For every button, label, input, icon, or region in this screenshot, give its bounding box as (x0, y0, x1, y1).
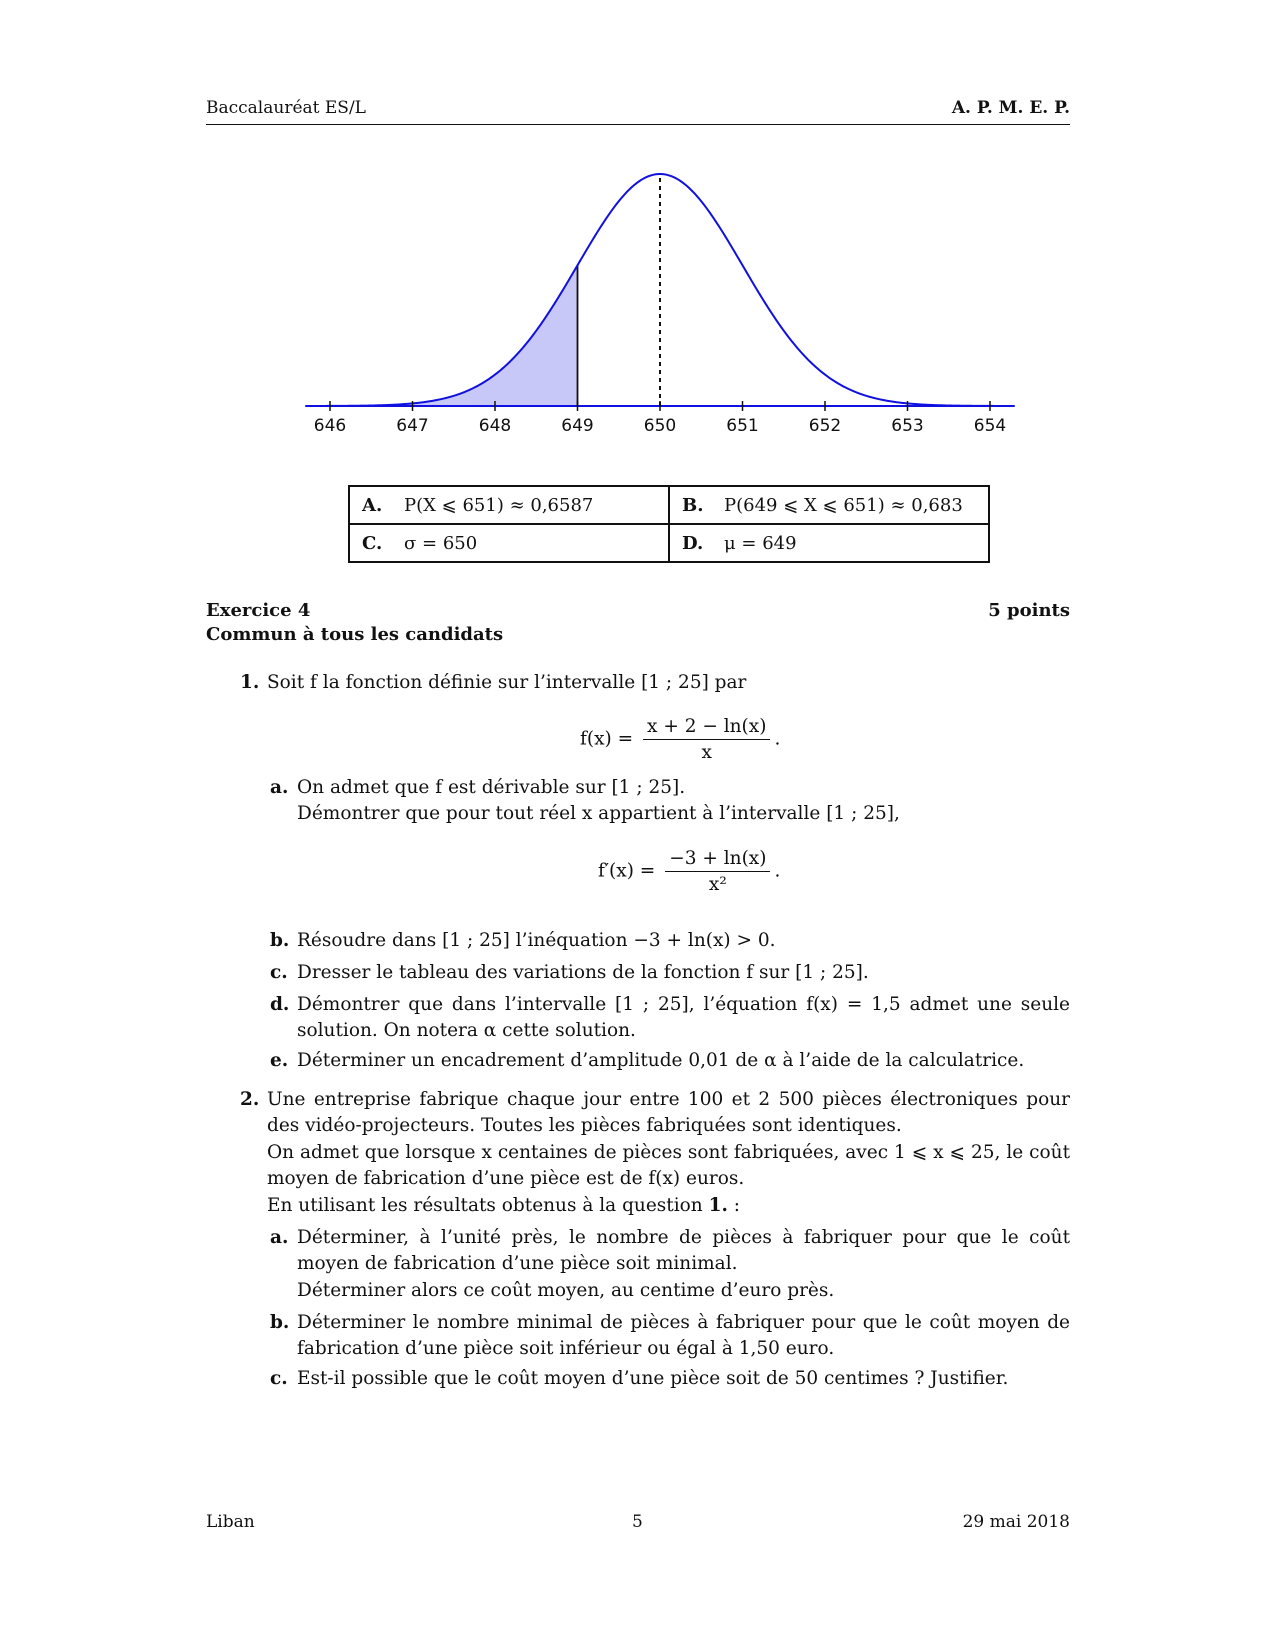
q1a-line1: On admet que f est dérivable sur [1 ; 25]. (297, 777, 686, 798)
header-right: A. P. M. E. P. (951, 98, 1070, 118)
exercise-subtitle: Commun à tous les candidats (206, 624, 504, 645)
tick-label-650: 650 (643, 416, 677, 436)
footer-date: 29 mai 2018 (962, 1512, 1070, 1532)
choice-c-letter: C. (362, 532, 383, 554)
exercise-title: Exercice 4 (206, 600, 311, 621)
choice-c (349, 524, 669, 562)
q1b-label: b. (270, 930, 290, 951)
f-formula-numerator: x + 2 − ln(x) (643, 716, 770, 740)
fprime-formula-end: . (774, 860, 781, 882)
fprime-formula-denominator: x² (708, 874, 727, 895)
q2-paragraph-2: On admet que lorsque x centaines de pièces sont fabriquées, avec 1 ⩽ x ⩽ 25, le coût moyen de fabrication d’une pièce est de f(x) euros. (267, 1142, 1070, 1189)
q2-number: 2. (240, 1089, 260, 1110)
tick-label-649: 649 (561, 416, 594, 436)
q1d-text: Démontrer que dans l’intervalle [1 ; 25], l’équation f(x) = 1,5 admet une seule solution. On notera α cette solution. (297, 994, 1070, 1041)
q1d-label: d. (270, 994, 290, 1015)
q2-p3-ref: 1. (708, 1195, 728, 1216)
choice-a-letter: A. (362, 494, 383, 516)
choice-d (669, 524, 989, 562)
fprime-formula-numerator: −3 + ln(x) (665, 848, 770, 872)
tick-label-648: 648 (478, 416, 512, 436)
q2-paragraph-3 (267, 1193, 740, 1219)
choice-d-letter: D. (682, 532, 704, 554)
tick-label-647: 647 (396, 416, 429, 436)
q1a-label: a. (270, 777, 289, 798)
q2-p3-end: : (727, 1195, 741, 1216)
f-formula (580, 716, 780, 763)
choice-d-text: μ = 649 (724, 532, 797, 554)
tick-label-646: 646 (313, 416, 347, 436)
q2b-text: Déterminer le nombre minimal de pièces à fabriquer pour que le coût moyen de fabrication d’une pièce soit inférieur ou égal à 1,50 euro. (297, 1312, 1070, 1359)
choice-c-text: σ = 650 (404, 532, 478, 554)
fprime-formula-lhs: f′(x) = (598, 860, 656, 882)
q1-number: 1. (240, 672, 260, 693)
tick-label-653: 653 (891, 416, 924, 436)
header-rule (206, 124, 1070, 125)
choices-table (348, 485, 990, 563)
f-formula-denominator: x (701, 742, 712, 763)
q1-text: Soit f la fonction définie sur l’intervalle [1 ; 25] par (267, 672, 747, 693)
q2-p3-start: En utilisant les résultats obtenus à la question (267, 1195, 703, 1216)
q1e-label: e. (270, 1050, 289, 1071)
q1e-text: Déterminer un encadrement d’amplitude 0,01 de α à l’aide de la calculatrice. (297, 1050, 1025, 1071)
q1b-text: Résoudre dans [1 ; 25] l’inéquation −3 + ln(x) > 0. (297, 930, 776, 951)
q2c-text: Est-il possible que le coût moyen d’une pièce soit de 50 centimes ? Justifier. (297, 1368, 1009, 1389)
choice-a-text: P(X ⩽ 651) ≈ 0,6587 (404, 494, 594, 516)
q2a-line1: Déterminer, à l’unité près, le nombre de pièces à fabriquer pour que le coût moyen de fabrication d’une pièce soit minimal. (297, 1227, 1070, 1274)
q2a-line2: Déterminer alors ce coût moyen, au centime d’euro près. (297, 1280, 835, 1301)
f-formula-lhs: f(x) = (580, 728, 634, 750)
tick-label-652: 652 (808, 416, 842, 436)
choice-a (349, 486, 669, 524)
normal-distribution-chart (300, 160, 1020, 450)
header-left: Baccalauréat ES/L (206, 98, 366, 118)
q1a-line2: Démontrer que pour tout réel x appartient à l’intervalle [1 ; 25], (297, 803, 900, 824)
q2-paragraph-1: Une entreprise fabrique chaque jour entre 100 et 2 500 pièces électroniques pour des vidéo-projecteurs. Toutes les pièces fabriquées sont identiques. (267, 1089, 1070, 1136)
shaded-area (330, 265, 578, 406)
fprime-formula (598, 848, 780, 895)
footer-page-number: 5 (632, 1512, 643, 1532)
q1c-text: Dresser le tableau des variations de la fonction f sur [1 ; 25]. (297, 962, 869, 983)
f-formula-end: . (774, 728, 781, 750)
q2a-label: a. (270, 1227, 289, 1248)
tick-label-651: 651 (726, 416, 759, 436)
tick-label-654: 654 (973, 416, 1007, 436)
footer-left: Liban (206, 1512, 255, 1532)
exercise-points: 5 points (988, 600, 1070, 621)
choice-b (669, 486, 989, 524)
choice-b-text: P(649 ⩽ X ⩽ 651) ≈ 0,683 (724, 494, 963, 516)
choice-b-letter: B. (682, 494, 704, 516)
q2b-label: b. (270, 1312, 290, 1333)
q1c-label: c. (270, 962, 288, 983)
q2c-label: c. (270, 1368, 288, 1389)
